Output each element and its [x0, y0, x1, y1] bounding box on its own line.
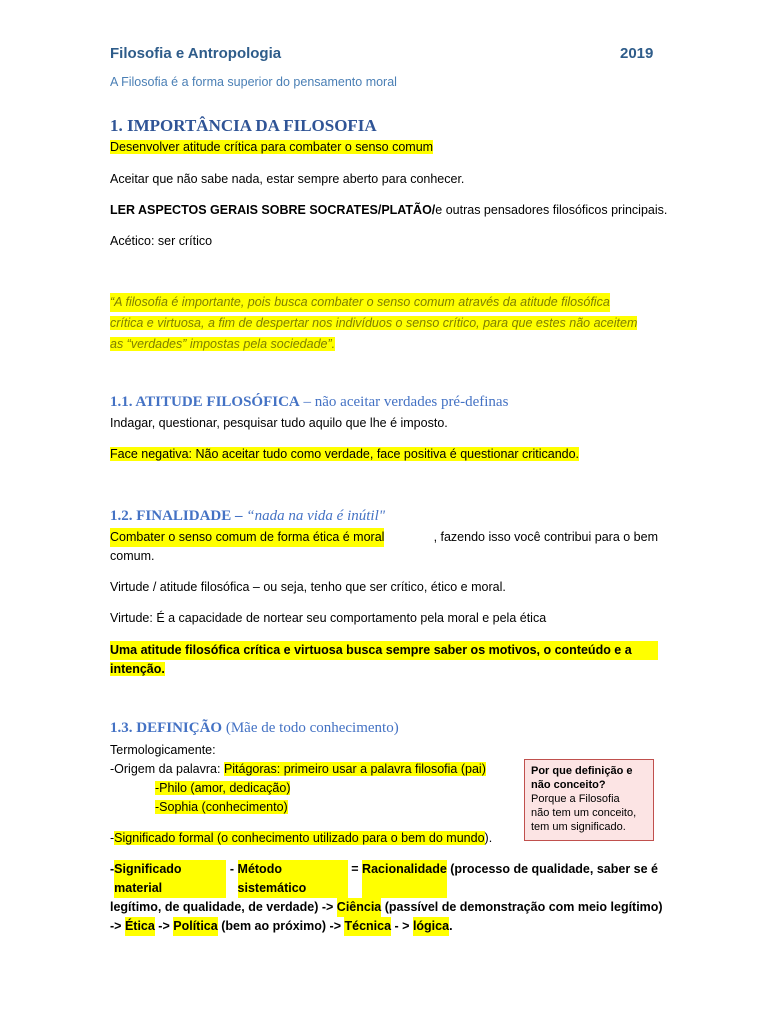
highlight-text: Significado formal (o conhecimento utilizado para o bem do mundo: [114, 831, 485, 845]
plain-text: (bem ao próximo) ->: [217, 919, 345, 933]
plain-text: ->: [154, 919, 174, 933]
section-1-quote: [110, 293, 658, 354]
note-body-line-3: tem um significado.: [531, 821, 626, 833]
plain-text: -: [110, 831, 115, 845]
highlight-text: lógica: [413, 917, 449, 936]
highlight-text: Significado material: [114, 860, 226, 898]
section-1-2-paragraph-1: [110, 528, 658, 566]
plain-text: (processo de qualidade, saber se é: [446, 862, 658, 876]
section-1-2-paragraph-2: Virtude / atitude filosófica – ou seja, tenho que ser crítico, ético e moral.: [110, 580, 506, 594]
quote-line-2: crítica e virtuosa, a fim de despertar nos indivíduos o senso crítico, para que estes não aceitem: [110, 316, 638, 330]
section-1-2-paragraph-3: Virtude: É a capacidade de nortear seu comportamento pela moral e pela ética: [110, 611, 547, 625]
note-body-line-1: Porque a Filosofia: [531, 793, 620, 805]
heading-rest: (Mãe de todo conhecimento): [225, 720, 399, 736]
plain-text: .: [449, 919, 453, 933]
plain-text: -: [110, 862, 115, 876]
quote-line-3: as “verdades” impostas pela sociedade”.: [110, 337, 336, 351]
section-1-2-highlight: [110, 641, 658, 679]
section-1-heading: 1. IMPORTÂNCIA DA FILOSOFIA: [110, 116, 377, 135]
heading-bold: 1.2. FINALIDADE –: [110, 508, 247, 524]
heading-rest: “nada na vida é inútil": [246, 508, 386, 524]
highlight-text: Técnica: [344, 917, 391, 936]
note-title-line-2: não conceito?: [531, 779, 606, 791]
section-1-3-philo: [155, 779, 290, 798]
highlight-text: -Sophia (conhecimento): [155, 800, 288, 814]
section-1-3-term: Termologicamente:: [110, 743, 216, 757]
note-title-line-1: Por que definição e: [531, 765, 633, 777]
heading-bold: 1.1. ATITUDE FILOSÓFICA: [110, 394, 300, 410]
plain-text: - >: [391, 919, 413, 933]
plain-text: -: [226, 862, 238, 876]
heading-bold: 1.3. DEFINIÇÃO: [110, 720, 226, 736]
highlight-text: Ética: [125, 917, 155, 936]
highlight-text: Desenvolver atitude crítica para combater o senso comum: [110, 140, 434, 154]
section-1-3-formal: [110, 829, 492, 848]
section-1-3-heading: [110, 720, 399, 737]
document-year: 2019: [620, 45, 654, 62]
plain-text: =: [347, 862, 363, 876]
highlight-text: Política: [173, 917, 217, 936]
highlight-line-1: Uma atitude filosófica crítica e virtuosa busca sempre saber os motivos, o conteúdo e a: [110, 641, 658, 660]
section-1-3-sophia: [155, 798, 288, 817]
bold-text: LER ASPECTOS GERAIS SOBRE SOCRATES/PLATÃO/: [110, 203, 436, 217]
highlight-text: Ciência: [337, 898, 381, 917]
section-1-2-heading: [110, 508, 385, 525]
section-1-1-paragraph: Indagar, questionar, pesquisar tudo aquilo que lhe é imposto.: [110, 416, 448, 430]
section-1-paragraph-2: [110, 201, 667, 220]
highlight-text: Pitágoras: primeiro usar a palavra filosofia (pai): [223, 762, 486, 776]
highlight-text: -Philo (amor, dedicação): [155, 781, 291, 795]
document-subtitle: A Filosofia é a forma superior do pensamento moral: [110, 75, 397, 89]
section-1-3-origin: [110, 760, 486, 779]
highlight-text: Face negativa: Não aceitar tudo como verdade, face positiva é questionar criticando.: [110, 447, 580, 461]
plain-text: ->: [110, 919, 125, 933]
plain-text-line-2: comum.: [110, 549, 155, 563]
section-1-highlight: [110, 138, 433, 157]
highlight-text: Combater o senso comum de forma ética é moral: [110, 528, 384, 547]
document-title: Filosofia e Antropologia: [110, 45, 282, 62]
highlight-text: Método sistemático: [238, 860, 348, 898]
plain-text: (passível de demonstração com meio legítimo): [381, 900, 663, 914]
plain-text: legítimo, de qualidade, de verdade) ->: [110, 900, 337, 914]
plain-text: ).: [484, 831, 493, 845]
plain-text: e outras pensadores filosóficos principais.: [435, 203, 668, 217]
section-1-paragraph-1: Aceitar que não sabe nada, estar sempre aberto para conhecer.: [110, 172, 465, 186]
plain-text: , fazendo isso você contribui para o bem: [433, 530, 658, 544]
highlight-line-2: intenção.: [110, 662, 165, 676]
section-1-1-heading: [110, 394, 508, 411]
heading-rest: – não aceitar verdades pré-definas: [299, 394, 509, 410]
section-1-1-highlight: [110, 445, 579, 464]
note-body-line-2: não tem um conceito,: [531, 807, 637, 819]
plain-text: -Origem da palavra:: [110, 762, 224, 776]
quote-line-1: “A filosofia é importante, pois busca combater o senso comum através da atitude filosófica: [110, 293, 610, 312]
highlight-text: Racionalidade: [362, 860, 447, 898]
definition-note-box: [524, 759, 654, 841]
section-1-paragraph-3: Acético: ser crítico: [110, 234, 213, 248]
section-1-3-material: [110, 860, 663, 936]
